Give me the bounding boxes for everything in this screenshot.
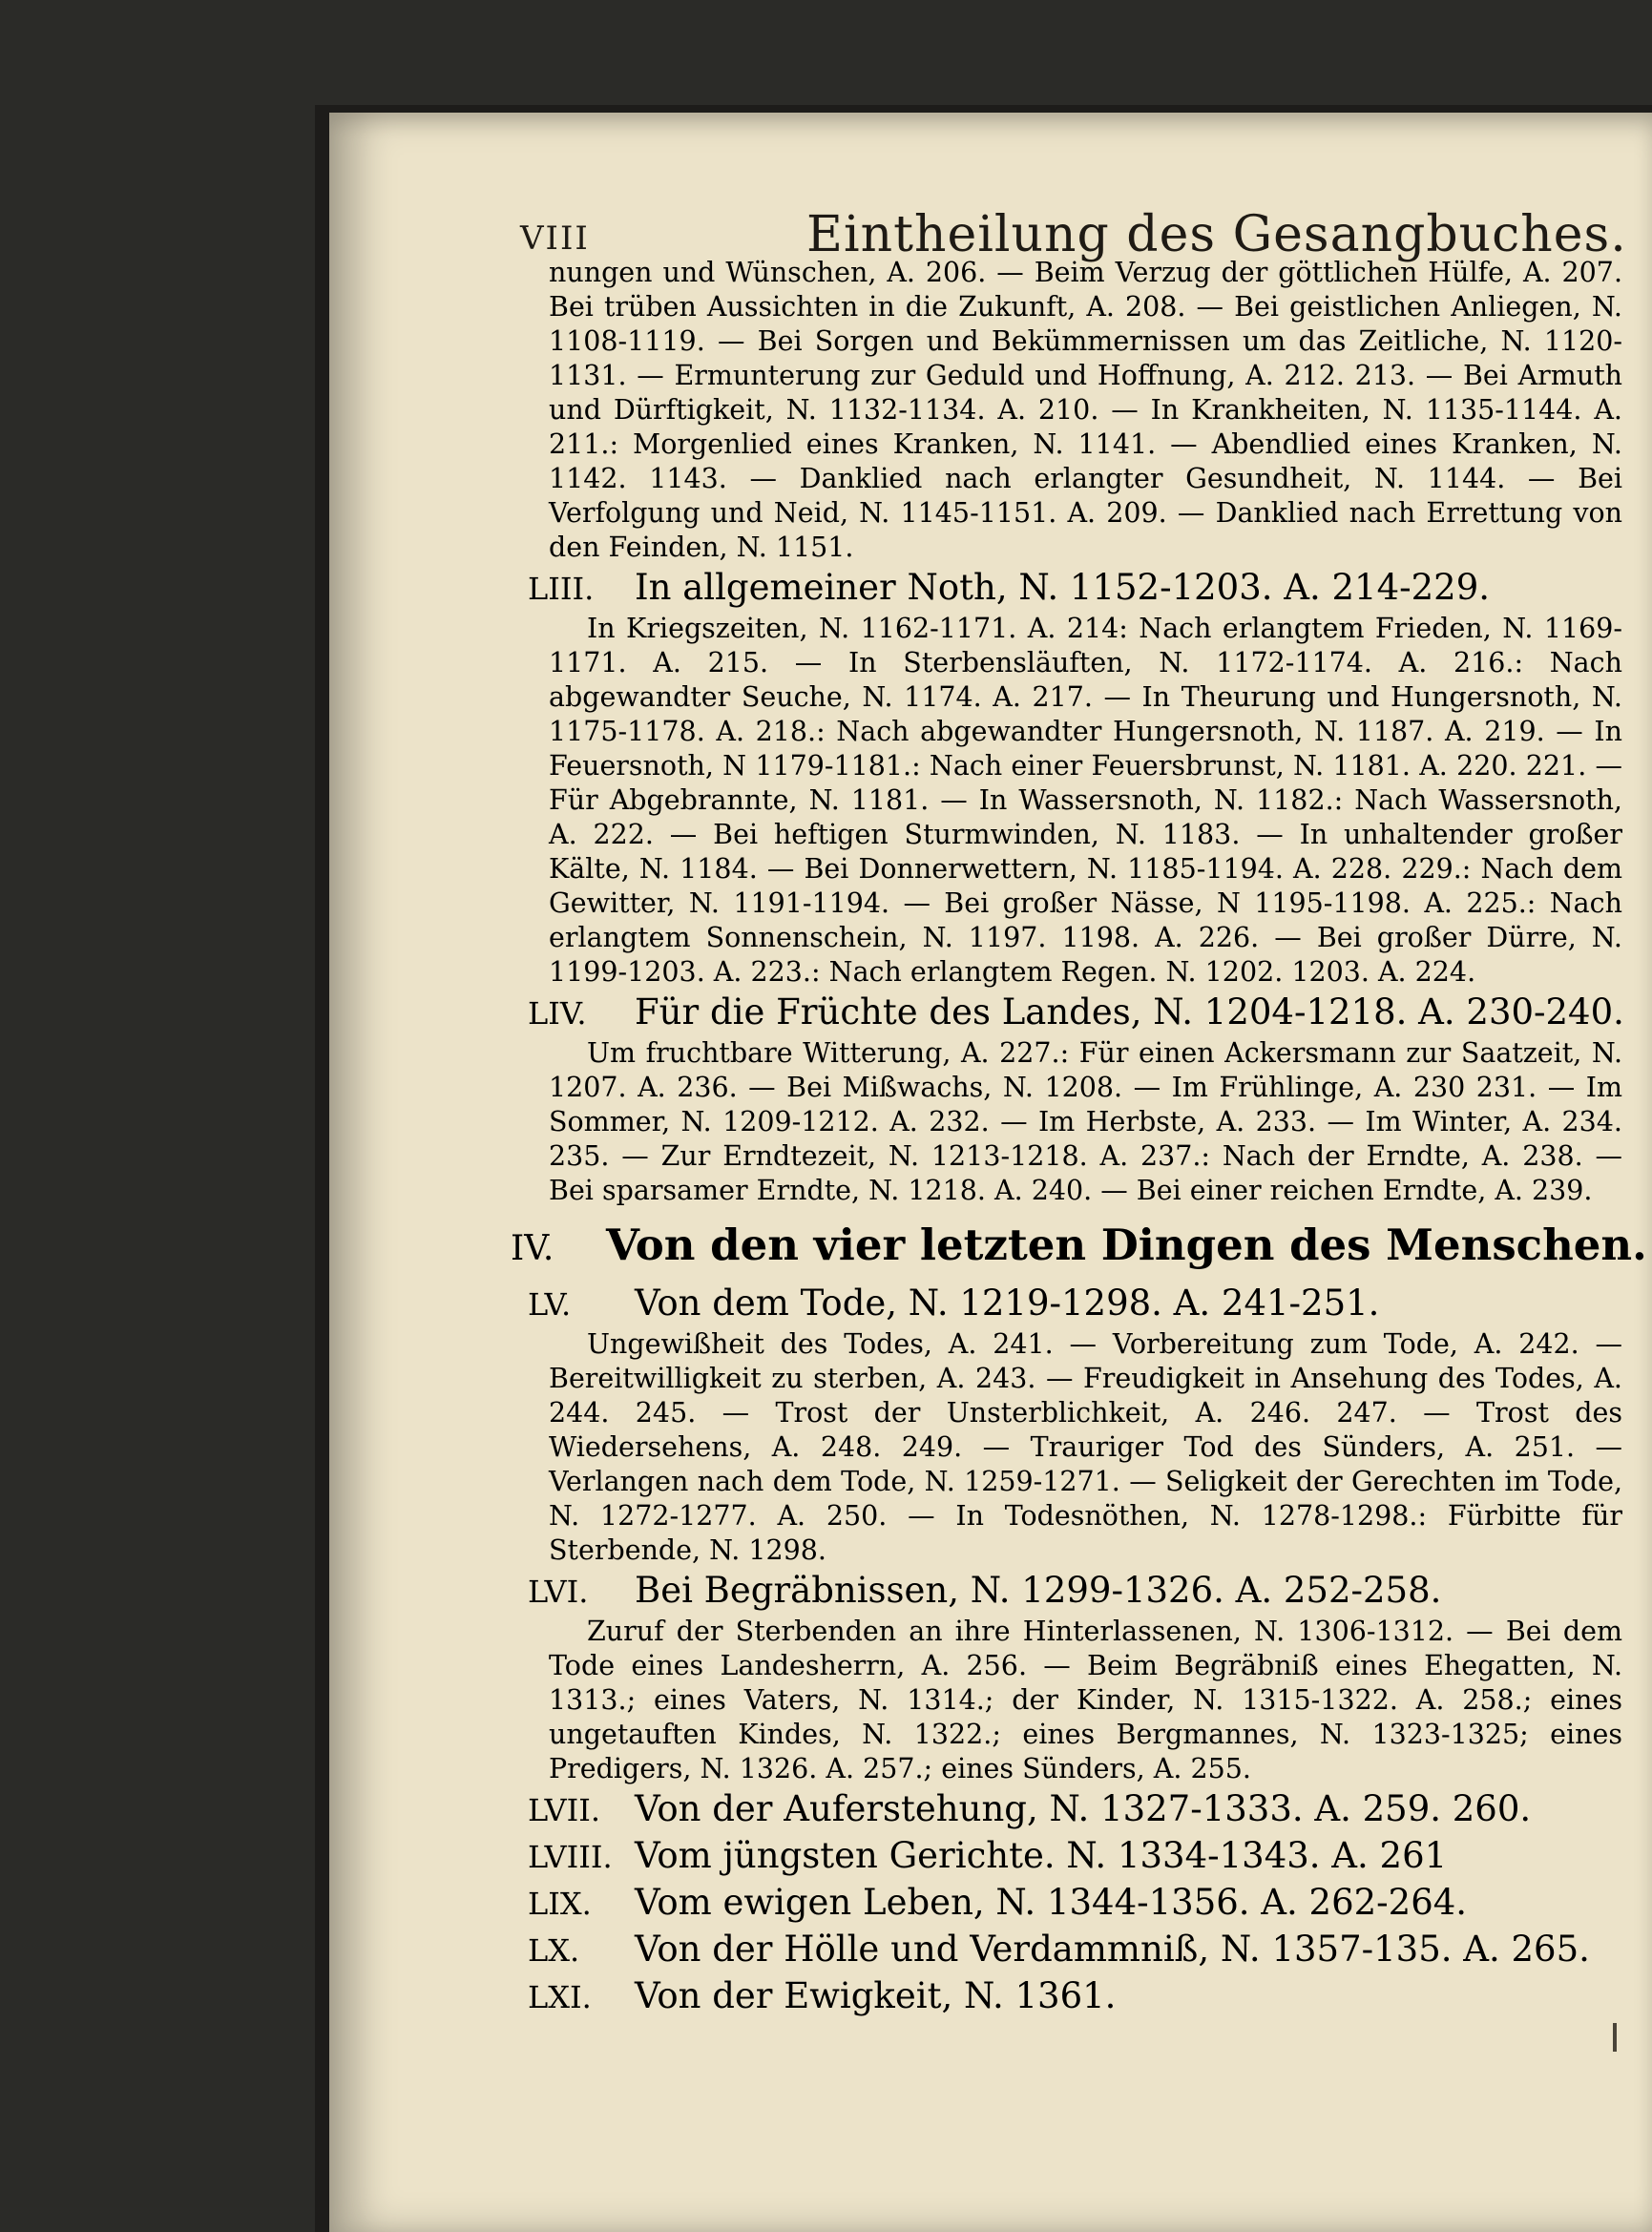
section-title: Für die Früchte des Landes, N. 1204-1218. A. 230-240. [635, 991, 1624, 1033]
paragraph: nungen und Wünschen, A. 206. — Beim Verzug der göttlichen Hülfe, A. 207. Bei trüben Aussichten in die Zukunft, A. 208. — Bei geistlichen Anliegen, N. 1108-1119. — Bei Sorgen und Bekümmernissen um das Zeitliche, N. 1120-1131. — Ermunterung zur Geduld und Hoffnung, A. 212. 213. — Bei Armuth und Dürftigkeit, N. 1132-1134. A. 210. — In Krankheiten, N. 1135-1144. A. 211.: Morgenlied eines Kranken, N. 1141. — Abendlied eines Kranken, N. 1142. 1143. — Danklied nach erlangter Gesundheit, N. 1144. — Bei Verfolgung und Neid, N. 1145-1151. A. 209. — Danklied nach Errettung von den Feinden, N. 1151. [549, 257, 1622, 563]
section-number: LV. [528, 1286, 572, 1323]
section-number: LVIII. [528, 1839, 613, 1875]
section-title: Von der Ewigkeit, N. 1361. [635, 1975, 1117, 2016]
page-number: VIII [520, 219, 590, 258]
section-number: LIII. [528, 571, 595, 607]
section-title: Von dem Tode, N. 1219-1298. A. 241-251. [635, 1283, 1380, 1324]
section-heading-lvi [528, 1568, 1622, 1615]
section-number: LVII. [528, 1792, 601, 1828]
running-title: Eintheilung des Gesangbuches. [806, 206, 1627, 263]
section-number: LXI. [528, 1979, 592, 2015]
section-number: LVI. [528, 1574, 589, 1610]
section-title: Bei Begräbnissen, N. 1299-1326. A. 252-258. [635, 1570, 1442, 1611]
section-heading-lvii [528, 1786, 1622, 1833]
section-title: Von der Hölle und Verdammniß, N. 1357-135. A. 265. [635, 1929, 1590, 1970]
section-heading-lix [528, 1880, 1622, 1927]
section-number: LIV. [528, 995, 587, 1032]
section-heading-lx [528, 1927, 1622, 1973]
section-heading-liv [528, 990, 1624, 1036]
part-title: Von den vier letzten Dingen des Menschen. [606, 1220, 1647, 1270]
section-heading-lxi [528, 1973, 1622, 2020]
section-heading-lviii [528, 1833, 1622, 1880]
paragraph: Um fruchtbare Witterung, A. 227.: Für einen Ackersmann zur Saatzeit, N. 1207. A. 236. — Bei Mißwachs, N. 1208. — Im Frühlinge, A. 230 231. — Im Sommer, N. 1209-1212. A. 232. — Im Herbste, A. 233. — Im Winter, A. 234. 235. — Zur Erndtezeit, N. 1213-1218. A. 237.: Nach der Erndte, A. 238. — Bei sparsamer Erndte, N. 1218. A. 240. — Bei einer reichen Erndte, A. 239. [549, 1037, 1622, 1206]
part-number: IV. [511, 1229, 554, 1268]
section-number: LX. [528, 1932, 580, 1969]
section-heading-lv [528, 1281, 1622, 1327]
paragraph: Ungewißheit des Todes, A. 241. — Vorbereitung zum Tode, A. 242. — Bereitwilligkeit zu sterben, A. 243. — Freudigkeit in Ansehung des Todes, A. 244. 245. — Trost der Unsterblichkeit, A. 246. 247. — Trost des Wiedersehens, A. 248. 249. — Trauriger Tod des Sünders, A. 251. — Verlangen nach dem Tode, N. 1259-1271. — Seligkeit der Gerechten im Tode, N. 1272-1277. A. 250. — In Todesnöthen, N. 1278-1298.: Fürbitte für Sterbende, N. 1298. [549, 1328, 1622, 1566]
section-title: Vom ewigen Leben, N. 1344-1356. A. 262-264. [635, 1882, 1468, 1923]
page-blemish [1613, 2023, 1617, 2052]
paragraph: Zuruf der Sterbenden an ihre Hinterlassenen, N. 1306-1312. — Bei dem Tode eines Landesherrn, A. 256. — Beim Begräbniß eines Ehegatten, N. 1313.; eines Vaters, N. 1314.; der Kinder, N. 1315-1322. A. 258.; eines ungetauften Kindes, N. 1322.; eines Bergmannes, N. 1323-1325; eines Predigers, N. 1326. A. 257.; eines Sünders, A. 255. [549, 1616, 1622, 1784]
table-of-contents [511, 256, 1647, 2020]
paragraph: In Kriegszeiten, N. 1162-1171. A. 214: Nach erlangtem Frieden, N. 1169-1171. A. 215. — In Sterbensläuften, N. 1172-1174. A. 216.: Nach abgewandter Seuche, N. 1174. A. 217. — In Theurung und Hungersnoth, N. 1175-1178. A. 218.: Nach abgewandter Hungersnoth, N. 1187. A. 219. — In Feuersnoth, N 1179-1181.: Nach einer Feuersbrunst, N. 1181. A. 220. 221. — Für Abgebrannte, N. 1181. — In Wassersnoth, N. 1182.: Nach Wassersnoth, A. 222. — Bei heftigen Sturmwinden, N. 1183. — In unhaltender großer Kälte, N. 1184. — Bei Donnerwettern, N. 1185-1194. A. 228. 229.: Nach dem Gewitter, N. 1191-1194. — Bei großer Nässe, N 1195-1198. A. 225.: Nach erlangtem Sonnenschein, N. 1197. 1198. A. 226. — Bei großer Dürre, N. 1199-1203. A. 223.: Nach erlangtem Regen. N. 1202. 1203. A. 224. [549, 613, 1622, 988]
section-number: LIX. [528, 1886, 592, 1922]
section-heading-liii [528, 565, 1622, 612]
section-title: Von der Auferstehung, N. 1327-1333. A. 259. 260. [635, 1788, 1532, 1829]
section-title: Vom jüngsten Gerichte. N. 1334-1343. A. 261 [635, 1835, 1448, 1876]
section-title: In allgemeiner Noth, N. 1152-1203. A. 214-229. [635, 567, 1491, 608]
part-heading-iv [511, 1214, 1647, 1281]
